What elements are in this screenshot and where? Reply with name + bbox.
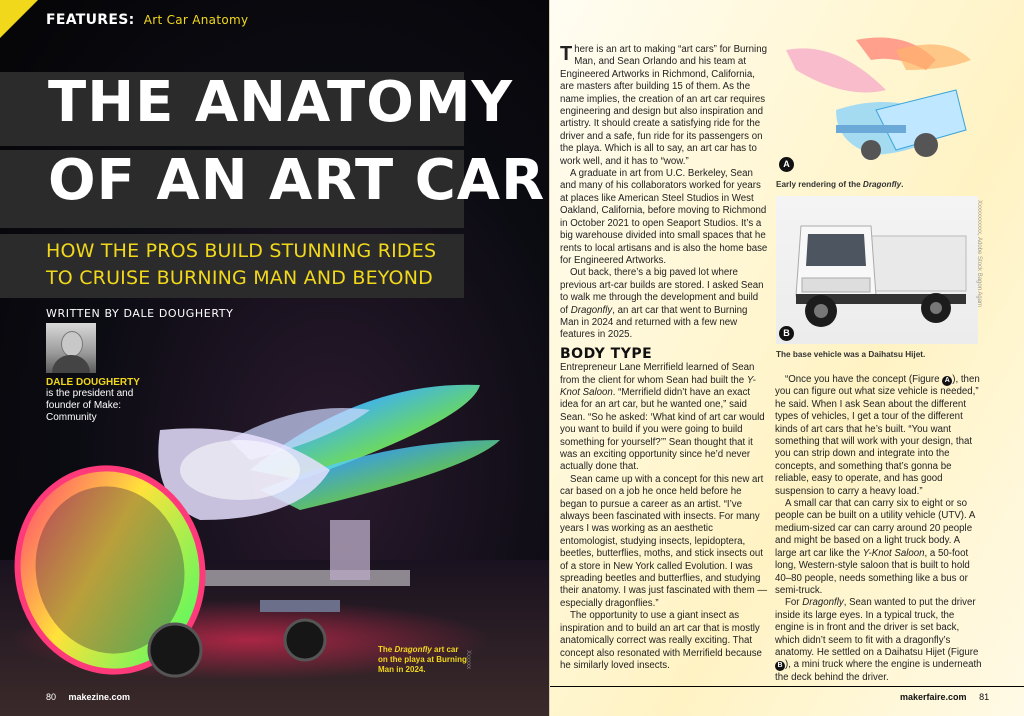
body-column-2 (775, 374, 983, 684)
figure-b-inline-badge: B (775, 661, 785, 671)
photo-caption: The Dragonfly art car on the playa at Burning Man in 2024. (378, 645, 467, 674)
paragraph: There is an art to making “art cars” for Burning Man, and Sean Orlando and his team at Engineered Artworks in Richmond, California, are masters after building 15 of them. As the name implies, the creation of an art car requires engineering and design but also inspiration and artistry. It should create a satisfying ride for the driver and a safe, fun ride for its passengers on the playa. Which is all to say, an art car has to work well, and it has to “wow.” (560, 43, 767, 167)
article-subtitle: HOW THE PROS BUILD STUNNING RIDES TO CRUISE BURNING MAN AND BEYOND (46, 240, 437, 289)
daihatsu-hijet-truck-image (776, 196, 978, 344)
article-title-line-2: OF AN ART CAR (48, 148, 546, 213)
figure-b-badge: B (779, 326, 794, 341)
folio-left (46, 692, 130, 702)
figure-b-credit: Xxxxxxxxxxx, Adobe Stock Bagon Agam (976, 200, 982, 308)
drop-cap: T (560, 43, 573, 65)
figure-b-photo (776, 196, 978, 344)
figure-a-caption: Early rendering of the Dragonfly. (776, 180, 904, 189)
author-name: DALE DOUGHERTY (46, 377, 140, 388)
article-title-line-1: THE ANATOMY (48, 70, 514, 135)
paragraph: A graduate in art from U.C. Berkeley, Sean and many of his collaborators worked for years at places like American Steel Studios in West Oakland, California, before moving to Richmond in October 2021 to open Seaport Studios. It’s a big warehouse divided into small spaces that he rents to local artisans and is also the home base for Engineered Artworks. (560, 168, 768, 266)
site-left: makezine.com (68, 692, 131, 702)
paragraph: A small car that can carry six to eight or so people can be built on a utility vehicle (UTV). A medium-sized car can carry around 20 people and might be based on a light truck body. A large art car like the Y-Knot Saloon, a 50-foot long, Western-style saloon that is built to hold 40–80 people, needs something like a bus or semi-truck. (775, 498, 975, 596)
paragraph: “Once you have the concept (Figure A ), then you can figure out what size vehicle is needed,” he said. When I ask Sean about the different types of vehicles, I get a tour of the different kinds of art cars that he’s built. “You want something that will work with your design, that you can strip down and integrate into the concepts, and something that’s gonna be reliable, easy to operate, and has good suspension to carry a heavy load.” (775, 374, 980, 497)
byline: WRITTEN BY DALE DOUGHERTY (46, 307, 234, 320)
folio-right (900, 692, 989, 702)
body-column-1 (560, 44, 768, 672)
paragraph: Sean came up with a concept for this new art car based on a job he once held before he began to pursue a career as an artist. “I’ve always been fascinated with insects. For many years I was working as an aesthetic entomologist, studying insects, lepidoptera, beetles, butterflies, moths, and stick insects out of a store in New York called Evolution. I was spreading beetles and butterflies, and studying their anatomy. I was just fascinated with them — especially dragonflies.” (560, 473, 768, 609)
feature-section: Art Car Anatomy (143, 13, 249, 27)
paragraph: Out back, there’s a big paved lot where previous art-car builds are stored. I asked Sean to walk me through the development and build of Dragonfly, an art car that went to Burning Man in 2024 and returned with a few new features in 2025. (560, 267, 764, 341)
feature-label: FEATURES: (46, 12, 135, 28)
bottom-rule (550, 686, 1024, 687)
figure-a-rendering (776, 30, 976, 174)
author-bio: is the president and founder of Make: Community (46, 388, 134, 423)
corner-accent-triangle (0, 0, 38, 38)
page-number-left: 80 (46, 692, 57, 702)
photo-credit: Xxxxxx (465, 650, 471, 670)
paragraph: For Dragonfly, Sean wanted to put the driver inside its large eyes. In a typical truck, the engine is in front and the driver is set back, which didn’t seem to fit with a dragonfly’s anatomy. He settled on a Daihatsu Hijet (Figure B ), a mini truck where the engine is underneath the deck behind the driver. (775, 597, 982, 683)
figure-a-inline-badge: A (942, 376, 952, 386)
page-number-right: 81 (979, 692, 990, 702)
site-right: makerfaire.com (900, 692, 967, 702)
feature-tag (46, 12, 248, 28)
author-photo (46, 323, 96, 373)
section-heading-body-type: BODY TYPE (560, 345, 653, 362)
figure-a-badge: A (779, 157, 794, 172)
figure-b-caption: The base vehicle was a Daihatsu Hijet. (776, 350, 926, 359)
paragraph: The opportunity to use a giant insect as inspiration and to build an art car that is mostly anatomically correct was really exciting. That concept also resonated with Merrifield because he similarly loved insects. (560, 610, 762, 671)
paragraph: Entrepreneur Lane Merrifield learned of Sean from the client for whom Sean had built the Y-Knot Saloon. “Merrifield didn’t have an exact idea for an art car, but he wanted one,” said Sean. “So he asked: ‘What kind of art car would you want to build if you were going to build something for yourself?’” Sean thought that it was an exciting opportunity since he’d never actually done that. (560, 362, 765, 473)
